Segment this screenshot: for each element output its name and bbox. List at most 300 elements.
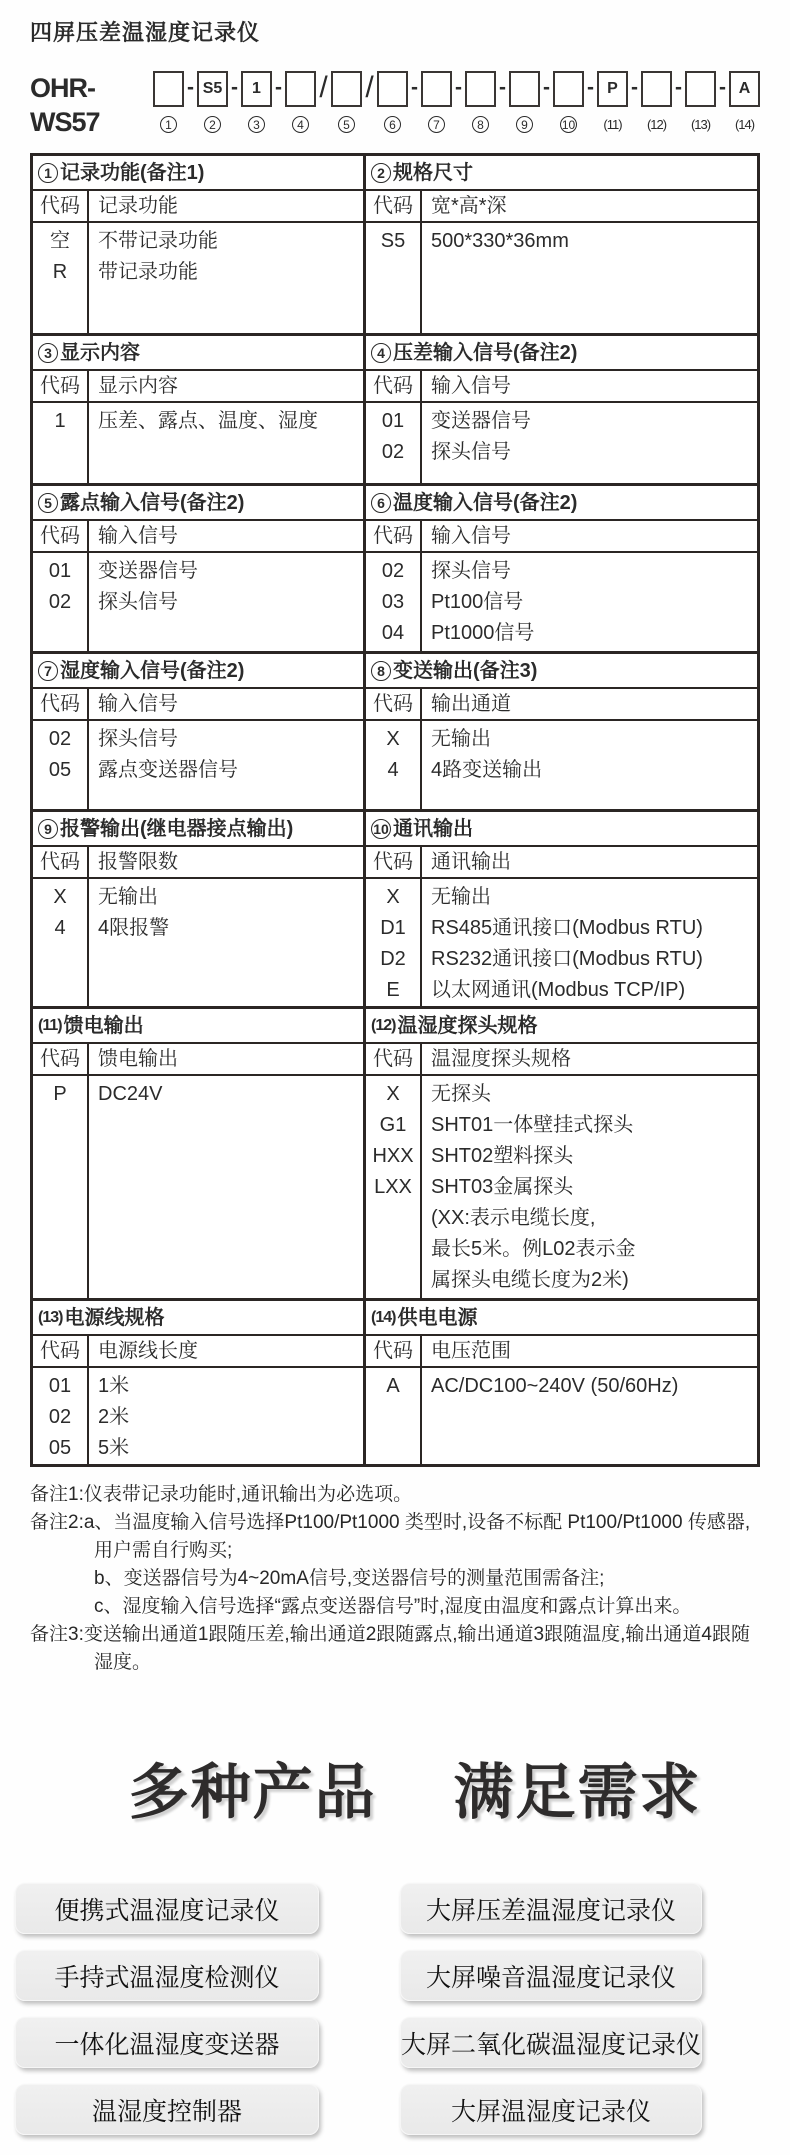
section-title [366,1301,757,1336]
desc-cell: 探头信号 [431,441,511,463]
desc-column [422,553,757,651]
model-slot [729,71,760,134]
model-box [153,71,184,107]
section-body [366,1368,757,1464]
spec-section [363,812,757,1006]
product-button[interactable]: 手持式温湿度检测仪 [15,1950,319,2001]
section-title-text: 显示内容 [60,342,140,364]
section-band [33,809,757,1006]
desc-cell: 无探头 [431,1083,491,1105]
model-position-number [248,114,265,134]
note-line [30,1481,766,1509]
model-position-number [516,114,533,134]
code-cell: 05 [48,759,72,781]
section-title [33,156,363,191]
model-box [465,71,496,107]
code-cell: 04 [381,622,405,644]
model-box [685,71,716,107]
desc-header-cell: 报警限数 [98,851,178,873]
code-cell: 4 [54,917,66,939]
model-position-number [472,114,489,134]
code-header-cell: 代码 [366,1336,422,1366]
section-column-headers [366,191,757,223]
section-column-headers [366,689,757,721]
desc-cell: 最长5米。例L02表示金 [431,1238,636,1260]
spec-section [33,812,363,1006]
circled-number: 10 [371,819,391,839]
section-body [366,223,757,333]
code-cell: A [386,1375,400,1397]
spec-section [33,1009,363,1298]
notes-block [30,1481,766,1677]
desc-cell: 探头信号 [98,591,178,613]
promo-headline-right: 满足需求 [453,1759,702,1826]
circled-number: 5 [338,116,355,133]
circled-number: 1 [160,116,177,133]
desc-column [89,1368,363,1464]
desc-cell: 无输出 [431,728,491,750]
model-separator: - [543,76,550,99]
section-body [366,553,757,651]
code-column [366,1076,422,1298]
desc-cell: RS232通讯接口(Modbus RTU) [431,948,703,970]
product-button[interactable]: 大屏噪音温湿度记录仪 [400,1950,702,2001]
promo-headline-left: 多种产品 [128,1759,377,1826]
code-header-cell: 代码 [366,521,422,551]
code-cell: 01 [381,410,405,432]
section-column-headers [33,521,363,553]
model-position-number [204,114,221,134]
section-title-text: 露点输入信号(备注2) [60,492,245,514]
desc-header-cell: 记录功能 [98,195,178,217]
desc-header-cell: 通讯输出 [431,851,511,873]
section-body [366,1076,757,1298]
code-cell: E [386,979,400,1001]
desc-cell: 不带记录功能 [98,230,218,252]
spec-section [33,156,363,333]
desc-cell: 无输出 [431,886,491,908]
desc-column [89,721,363,809]
desc-cell: 5米 [98,1437,130,1459]
spec-section [363,1009,757,1298]
desc-cell: 探头信号 [431,560,511,582]
code-header-cell: 代码 [33,689,89,719]
section-column-headers [33,1044,363,1076]
section-column-headers [33,689,363,721]
desc-cell: AC/DC100~240V (50/60Hz) [431,1375,679,1397]
code-cell: P [53,1083,67,1105]
code-cell: 02 [381,441,405,463]
section-title [366,1009,757,1044]
code-header-cell: 代码 [33,191,89,221]
model-box: S5 [197,71,228,107]
code-cell: S5 [380,230,406,252]
note-text: c、湿度输入信号选择“露点变送器信号”时,湿度由温度和露点计算出来。 [94,1596,692,1617]
desc-header-cell: 显示内容 [98,375,178,397]
circled-number: 9 [38,819,58,839]
code-column [33,1076,89,1298]
product-button[interactable]: 一体化温湿度变送器 [15,2017,319,2068]
circled-number: 7 [38,661,58,681]
section-title-text: 报警输出(继电器接点输出) [60,818,294,840]
desc-column [422,223,757,333]
model-position-number [603,114,621,134]
model-position-number [691,114,710,134]
page-title: 四屏压差温湿度记录仪 [30,20,261,45]
note-line [30,1621,766,1677]
circled-number: 8 [371,661,391,681]
model-separator: / [365,71,374,104]
model-separator: - [631,76,638,99]
section-column-headers [366,847,757,879]
model-separator: / [319,71,328,104]
model-slot [553,71,584,134]
code-cell: R [52,261,68,283]
section-title [366,336,757,371]
spec-section [33,336,363,483]
model-separator: - [675,76,682,99]
section-title [33,1009,363,1044]
model-box [421,71,452,107]
code-cell: D2 [380,948,406,970]
model-slot [285,71,316,134]
note-label: 备注1: [30,1484,84,1505]
model-prefix: OHR-WS57 [30,73,100,137]
product-button[interactable]: 大屏二氧化碳温湿度记录仪 [400,2017,702,2068]
circled-number: 10 [561,117,576,132]
code-cell: 1 [54,410,66,432]
desc-column [89,223,363,333]
model-separator: - [499,76,506,99]
circled-number: 2 [371,163,391,183]
desc-cell: 1米 [98,1375,130,1397]
code-column [33,403,89,483]
section-body [33,1076,363,1298]
desc-cell: 变送器信号 [431,410,531,432]
desc-cell: (XX:表示电缆长度, [431,1207,596,1229]
circled-number: 6 [371,493,391,513]
desc-header-cell: 馈电输出 [98,1048,178,1070]
spec-section [33,1301,363,1464]
code-header-cell: 代码 [33,1336,89,1366]
section-body [33,879,363,1006]
model-code-slots [153,71,760,134]
desc-column [422,879,757,1006]
section-column-headers [33,191,363,223]
code-cell: X [386,886,400,908]
code-cell: D1 [380,917,406,939]
spec-section [363,654,757,809]
circled-number: 7 [428,116,445,133]
code-header-cell: 代码 [366,371,422,401]
desc-header-cell: 宽*高*深 [431,195,507,217]
section-title-text: 温湿度探头规格 [397,1015,538,1037]
model-separator: - [719,76,726,99]
section-title-text: 压差输入信号(备注2) [393,342,578,364]
code-column [33,1368,89,1464]
section-body [366,721,757,809]
section-title [366,654,757,689]
product-button[interactable]: 大屏温湿度记录仪 [400,2084,702,2135]
section-title-text: 变送输出(备注3) [393,660,538,682]
code-cell: 03 [381,591,405,613]
desc-column [422,403,757,483]
code-column [366,1368,422,1464]
model-box [553,71,584,107]
desc-column [89,553,363,651]
code-cell: 02 [48,728,72,750]
code-cell: 02 [48,591,72,613]
code-cell: X [386,728,400,750]
code-header-cell: 代码 [366,191,422,221]
code-cell: X [386,1083,400,1105]
model-box: P [597,71,628,107]
model-slot [377,71,408,134]
section-title-text: 温度输入信号(备注2) [393,492,578,514]
model-slot [465,71,496,134]
desc-column [422,721,757,809]
model-position-number [338,114,355,134]
desc-header-cell: 电压范围 [431,1340,511,1362]
code-column [33,553,89,651]
parenthesized-number: (12) [371,1017,396,1034]
desc-cell: DC24V [98,1083,163,1105]
spec-section [33,486,363,651]
note-line [30,1565,766,1593]
desc-cell: SHT01一体壁挂式探头 [431,1114,634,1136]
desc-cell: Pt100信号 [431,591,524,613]
note-text: b、变送器信号为4~20mA信号,变送器信号的测量范围需备注; [94,1568,605,1589]
desc-column [422,1368,757,1464]
note-label: 备注3: [30,1624,84,1645]
circled-number: 1 [38,163,58,183]
model-slot [197,71,228,134]
section-column-headers [366,1336,757,1368]
spec-section [363,1301,757,1464]
code-header-cell: 代码 [366,1044,422,1074]
section-title-text: 供电电源 [397,1307,478,1329]
code-column [366,721,422,809]
section-band [33,483,757,651]
code-cell: 02 [48,1406,72,1428]
section-title [366,486,757,521]
desc-cell: 4路变送输出 [431,759,543,781]
model-box [331,71,362,107]
section-title [33,336,363,371]
section-band [33,1006,757,1298]
circled-number: 4 [371,343,391,363]
parenthesized-number: (13) [38,1309,63,1326]
code-column [33,223,89,333]
desc-cell: 无输出 [98,886,158,908]
desc-header-cell: 电源线长度 [98,1340,198,1362]
note-text: 变送输出通道1跟随压差,输出通道2跟随露点,输出通道3跟随温度,输出通道4跟随湿度。 [83,1624,750,1673]
note-line [30,1509,766,1565]
spec-section [363,486,757,651]
code-cell [366,1265,420,1296]
product-button[interactable]: 温湿度控制器 [15,2084,319,2135]
section-title-text: 规格尺寸 [393,162,473,184]
section-title [33,654,363,689]
code-header-cell: 代码 [33,1044,89,1074]
desc-cell: SHT03金属探头 [431,1176,574,1198]
section-body [366,403,757,483]
circled-number: 3 [38,343,58,363]
model-box [641,71,672,107]
section-body [33,403,363,483]
circled-number: 6 [384,116,401,133]
code-cell: G1 [379,1114,407,1136]
product-button-grid [15,1883,790,2135]
model-slot [153,71,184,134]
section-body [33,1368,363,1464]
parenthesized-number: (12) [646,116,667,132]
section-title [33,1301,363,1336]
section-title-text: 记录功能(备注1) [60,162,205,184]
desc-cell: 变送器信号 [98,560,198,582]
parenthesized-number: (11) [603,116,622,132]
desc-header-cell: 输出通道 [431,693,511,715]
section-column-headers [33,847,363,879]
model-separator: - [187,76,194,99]
section-column-headers [366,371,757,403]
spec-section [363,156,757,333]
circled-number: 2 [204,116,221,133]
model-slot [331,71,362,134]
section-column-headers [366,521,757,553]
code-header-cell: 代码 [33,371,89,401]
parenthesized-number: (14) [371,1309,396,1326]
note-line [30,1593,766,1621]
desc-cell: 2米 [98,1406,130,1428]
desc-cell: 以太网通讯(Modbus TCP/IP) [431,979,686,1001]
section-band [33,1298,757,1464]
desc-cell: 500*330*36mm [431,230,569,252]
section-column-headers [33,371,363,403]
note-text: a、当温度输入信号选择Pt100/Pt1000 类型时,设备不标配 Pt100/Pt1000 传感器,用户需自行购买; [83,1512,751,1561]
code-cell: 4 [387,759,399,781]
desc-column [89,879,363,1006]
parenthesized-number: (13) [690,116,711,132]
desc-cell: SHT02塑料探头 [431,1145,574,1167]
code-cell: HXX [372,1145,414,1167]
model-box [285,71,316,107]
model-box [377,71,408,107]
desc-cell: 4限报警 [98,917,170,939]
code-cell [366,1234,420,1265]
section-body [33,721,363,809]
section-column-headers [33,1336,363,1368]
code-cell: 01 [48,560,72,582]
spec-section [363,336,757,483]
code-column [366,553,422,651]
code-cell [366,1203,420,1234]
section-band [33,651,757,809]
code-header-cell: 代码 [366,689,422,719]
model-separator: - [455,76,462,99]
code-cell: 空 [50,230,70,252]
model-code-row [30,71,760,139]
desc-cell: 压差、露点、温度、湿度 [98,410,318,432]
code-header-cell: 代码 [33,521,89,551]
desc-cell: Pt1000信号 [431,622,535,644]
promo-section [0,1745,790,2135]
model-box: A [729,71,760,107]
product-button[interactable]: 大屏压差温湿度记录仪 [400,1883,702,1934]
model-slot [509,71,540,134]
desc-column [422,1076,757,1298]
model-separator: - [231,76,238,99]
section-band [33,333,757,483]
model-separator: - [587,76,594,99]
parenthesized-number: (14) [734,116,755,132]
desc-cell: 属探头电缆长度为2米) [431,1269,629,1291]
section-title [366,812,757,847]
circled-number: 5 [38,493,58,513]
model-slot [685,71,716,134]
section-title-text: 湿度输入信号(备注2) [60,660,245,682]
parenthesized-number: (11) [38,1017,62,1034]
code-cell: 05 [48,1437,72,1459]
desc-column [89,1076,363,1298]
model-position-number [560,114,577,134]
desc-header-cell: 输入信号 [98,693,178,715]
section-title [366,156,757,191]
code-cell: LXX [374,1176,412,1198]
section-title-text: 通讯输出 [393,818,473,840]
model-position-number [160,114,177,134]
section-body [366,879,757,1006]
model-slot [241,71,272,134]
section-band [33,156,757,333]
product-button[interactable]: 便携式温湿度记录仪 [15,1883,319,1934]
desc-column [89,403,363,483]
code-column [33,721,89,809]
circled-number: 9 [516,116,533,133]
desc-cell: RS485通讯接口(Modbus RTU) [431,917,703,939]
model-separator: - [275,76,282,99]
note-label: 备注2: [30,1512,84,1533]
code-cell: 01 [48,1375,72,1397]
section-title-text: 馈电输出 [63,1015,144,1037]
note-text: 仪表带记录功能时,通讯输出为必选项。 [83,1484,413,1505]
desc-cell: 带记录功能 [98,261,198,283]
model-separator: - [411,76,418,99]
model-box: 1 [241,71,272,107]
model-box [509,71,540,107]
desc-header-cell: 输入信号 [431,375,511,397]
section-title [33,812,363,847]
section-column-headers [366,1044,757,1076]
code-cell: X [53,886,67,908]
code-header-cell: 代码 [33,847,89,877]
desc-header-cell: 输入信号 [431,525,511,547]
code-column [366,403,422,483]
model-position-number [428,114,445,134]
circled-number: 4 [292,116,309,133]
desc-cell: 露点变送器信号 [98,759,238,781]
model-position-number [647,114,666,134]
code-column [366,223,422,333]
section-body [33,223,363,333]
spec-section [33,654,363,809]
circled-number: 8 [472,116,489,133]
spec-table [30,153,760,1467]
section-title-text: 电源线规格 [64,1307,165,1329]
desc-cell: 探头信号 [98,728,178,750]
model-position-number [735,114,754,134]
desc-header-cell: 温湿度探头规格 [431,1048,571,1070]
